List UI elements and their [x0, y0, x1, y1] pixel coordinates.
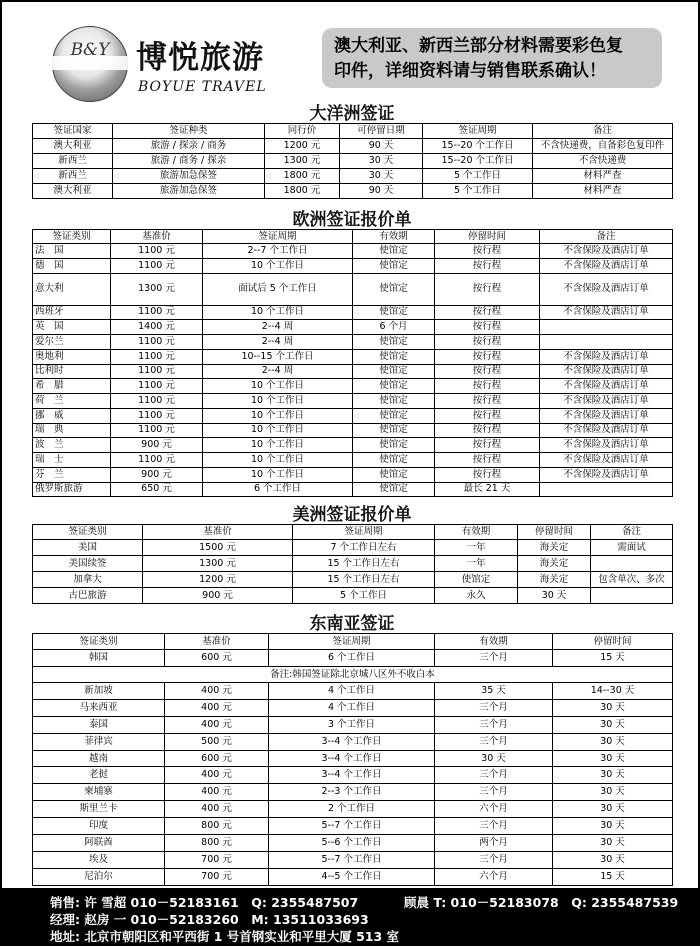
cell: 2--3 个工作日	[269, 784, 435, 801]
cell: 按行程	[435, 273, 540, 305]
cell	[540, 320, 673, 335]
europe-row	[33, 364, 673, 379]
cell: 15--20 个工作日	[423, 154, 533, 169]
asia-row	[33, 851, 673, 868]
europe-row	[33, 423, 673, 438]
notice-line-1: 澳大利亚、新西兰部分材料需要彩色复	[334, 36, 623, 56]
cell: 6 个工作日	[203, 482, 353, 497]
cell: 按行程	[435, 453, 540, 468]
cell: 4--5 个工作日	[269, 868, 435, 885]
cell: 1100 元	[111, 408, 203, 423]
cell: 不含保险及酒店订单	[540, 453, 673, 468]
cell: 包含单次、多次	[591, 572, 673, 588]
cell: 签证类别	[33, 634, 165, 650]
cell: 有效期	[435, 634, 553, 650]
cell: 30 天	[553, 818, 673, 835]
asia-row	[33, 716, 673, 733]
cell: 按行程	[435, 423, 540, 438]
oceania-row	[33, 154, 673, 169]
cell: 同行价	[265, 124, 340, 139]
cell: 按行程	[435, 408, 540, 423]
cell: 1800 元	[265, 169, 340, 184]
cell: 不含保险及酒店订单	[540, 305, 673, 320]
cell: 一年	[435, 540, 518, 556]
cell: 不含保险及酒店订单	[540, 467, 673, 482]
cell: 海关定	[518, 540, 591, 556]
cell: 备注	[533, 124, 673, 139]
asia-row	[33, 750, 673, 767]
cell: 10 个工作日	[203, 305, 353, 320]
cell: 柬埔寨	[33, 784, 165, 801]
cell: 500 元	[165, 733, 269, 750]
cell: 签证类别	[33, 230, 111, 244]
cell: 800 元	[165, 835, 269, 852]
cell: 使馆定	[353, 335, 435, 350]
office-address: 地址: 北京市朝阳区和平西街 1 号首钢实业和平里大厦 513 室	[50, 929, 400, 944]
cell: 两个月	[435, 835, 553, 852]
europe-row	[33, 482, 673, 497]
cell: 35 天	[435, 683, 553, 700]
europe-table	[32, 229, 673, 497]
cell: 30 天	[553, 835, 673, 852]
cell: 90 天	[340, 139, 423, 154]
cell: 1300 元	[265, 154, 340, 169]
cell: 15 个工作日左右	[293, 572, 435, 588]
asia-header-row	[33, 634, 673, 650]
cell: 意大利	[33, 273, 111, 305]
oceania-title: 大洋洲签证	[309, 104, 395, 124]
cell: 10 个工作日	[203, 438, 353, 453]
cell: 30 天	[518, 588, 591, 604]
america-row	[33, 588, 673, 604]
cell: 650 元	[111, 482, 203, 497]
cell: 不含保险及酒店订单	[540, 379, 673, 394]
cell: 英 国	[33, 320, 111, 335]
cell: 使馆定	[353, 408, 435, 423]
cell: 10 个工作日	[203, 394, 353, 409]
europe-row	[33, 320, 673, 335]
cell: 按行程	[435, 335, 540, 350]
cell: 10 个工作日	[203, 258, 353, 273]
asia-row-korea	[33, 650, 673, 667]
cell: 荷 兰	[33, 394, 111, 409]
cell: 有效期	[435, 525, 518, 540]
cell: 美国续签	[33, 556, 143, 572]
cell: 30 天	[553, 699, 673, 716]
cell: 700 元	[165, 868, 269, 885]
america-row	[33, 540, 673, 556]
cell: 瑞 典	[33, 423, 111, 438]
cell: 5 个工作日	[423, 184, 533, 199]
cell: 尼泊尔	[33, 868, 165, 885]
cell: 新西兰	[33, 154, 113, 169]
cell: 5 个工作日	[423, 169, 533, 184]
cell: 可停留日期	[340, 124, 423, 139]
cell: 旅游 / 探亲 / 商务	[113, 139, 265, 154]
cell: 奥地利	[33, 349, 111, 364]
cell: 1100 元	[111, 244, 203, 259]
cell: 900 元	[143, 588, 293, 604]
cell: 不含保险及酒店订单	[540, 408, 673, 423]
cell: 1500 元	[143, 540, 293, 556]
cell: 使馆定	[353, 438, 435, 453]
america-row	[33, 556, 673, 572]
cell: 5--7 个工作日	[269, 818, 435, 835]
cell: 签证国家	[33, 124, 113, 139]
cell: 2--4 周	[203, 320, 353, 335]
cell: 不含保险及酒店订单	[540, 244, 673, 259]
cell: 马来西亚	[33, 699, 165, 716]
cell: 4 个工作日	[269, 699, 435, 716]
cell: 不含保险及酒店订单	[540, 394, 673, 409]
cell: 按行程	[435, 438, 540, 453]
cell: 1100 元	[111, 349, 203, 364]
europe-row	[33, 379, 673, 394]
cell: 5 个工作日	[293, 588, 435, 604]
cell: 签证周期	[423, 124, 533, 139]
europe-row	[33, 467, 673, 482]
oceania-row	[33, 184, 673, 199]
cell: 1800 元	[265, 184, 340, 199]
cell: 面试后 5 个工作日	[203, 273, 353, 305]
cell: 材料严查	[533, 184, 673, 199]
cell: 新西兰	[33, 169, 113, 184]
asia-table	[32, 633, 673, 886]
color-copy-notice	[322, 28, 662, 88]
cell: 5--7 个工作日	[269, 851, 435, 868]
cell: 三个月	[435, 784, 553, 801]
cell: 使馆定	[353, 453, 435, 468]
cell: 15 个工作日左右	[293, 556, 435, 572]
cell: 不含保险及酒店订单	[540, 423, 673, 438]
cell	[591, 556, 673, 572]
asia-row	[33, 868, 673, 885]
cell: 3--4 个工作日	[269, 767, 435, 784]
cell: 700 元	[165, 851, 269, 868]
europe-row	[33, 273, 673, 305]
cell: 不含保险及酒店订单	[540, 258, 673, 273]
cell: 3 个工作日	[269, 716, 435, 733]
cell: 六个月	[435, 868, 553, 885]
cell: 400 元	[165, 801, 269, 818]
cell: 按行程	[435, 244, 540, 259]
cell: 印度	[33, 818, 165, 835]
cell: 使馆定	[353, 379, 435, 394]
cell: 德 国	[33, 258, 111, 273]
cell: 1100 元	[111, 394, 203, 409]
cell: 不含保险及酒店订单	[540, 364, 673, 379]
cell: 1100 元	[111, 453, 203, 468]
cell: 古巴旅游	[33, 588, 143, 604]
america-header-row	[33, 525, 673, 540]
contact-footer	[0, 890, 700, 946]
cell: 签证种类	[113, 124, 265, 139]
cell: 停留时间	[435, 230, 540, 244]
korea-note-row	[33, 667, 673, 683]
cell: 澳大利亚	[33, 139, 113, 154]
cell: 老挝	[33, 767, 165, 784]
cell: 埃及	[33, 851, 165, 868]
cell: 1100 元	[111, 305, 203, 320]
cell: 不含保险及酒店订单	[540, 349, 673, 364]
cell: 西班牙	[33, 305, 111, 320]
cell: 30 天	[553, 716, 673, 733]
cell: 基准价	[165, 634, 269, 650]
cell	[591, 588, 673, 604]
cell: 按行程	[435, 258, 540, 273]
america-table	[32, 524, 673, 604]
cell: 14--30 天	[553, 683, 673, 700]
cell: 不含快递费	[533, 154, 673, 169]
cell: 三个月	[435, 818, 553, 835]
cell: 使馆定	[353, 394, 435, 409]
cell: 最长 21 天	[435, 482, 540, 497]
brand-name-cn: 博悦旅游	[136, 40, 264, 76]
asia-row	[33, 733, 673, 750]
cell: 10 个工作日	[203, 467, 353, 482]
cell: 7 个工作日左右	[293, 540, 435, 556]
cell: 希 腊	[33, 379, 111, 394]
asia-row	[33, 801, 673, 818]
cell: 2--7 个工作日	[203, 244, 353, 259]
asia-row	[33, 683, 673, 700]
cell: 旅游加急保签	[113, 169, 265, 184]
cell: 美国	[33, 540, 143, 556]
europe-row	[33, 258, 673, 273]
cell: 10 个工作日	[203, 453, 353, 468]
cell: 400 元	[165, 683, 269, 700]
cell: 30 天	[340, 169, 423, 184]
notice-line-2: 印件，详细资料请与销售联系确认！	[334, 61, 606, 81]
cell: 停留时间	[518, 525, 591, 540]
cell: 芬 兰	[33, 467, 111, 482]
cell: 瑞 士	[33, 453, 111, 468]
cell: 5--6 个工作日	[269, 835, 435, 852]
cell: 备注	[540, 230, 673, 244]
cell: 600 元	[165, 750, 269, 767]
cell: 30 天	[340, 154, 423, 169]
cell: 备注	[591, 525, 673, 540]
cell: 六个月	[435, 801, 553, 818]
cell: 一年	[435, 556, 518, 572]
header	[2, 2, 700, 98]
cell: 永久	[435, 588, 518, 604]
europe-row	[33, 408, 673, 423]
cell: 澳大利亚	[33, 184, 113, 199]
oceania-row	[33, 139, 673, 154]
manager-contact: 经理: 赵房 一 010－52183260 M: 13511033693	[50, 912, 369, 927]
cell: 2 个工作日	[269, 801, 435, 818]
korea-note: 备注:韩国签证除北京城八区外不收白本	[33, 667, 673, 683]
cell: 按行程	[435, 379, 540, 394]
cell: 阿联酋	[33, 835, 165, 852]
cell: 1100 元	[111, 258, 203, 273]
cell: 泰国	[33, 716, 165, 733]
cell: 15 天	[553, 868, 673, 885]
cell: 韩国	[33, 650, 165, 667]
cell: 停留时间	[553, 634, 673, 650]
cell: 挪 威	[33, 408, 111, 423]
cell: 波 兰	[33, 438, 111, 453]
cell: 使馆定	[353, 423, 435, 438]
cell: 按行程	[435, 349, 540, 364]
asia-row	[33, 699, 673, 716]
cell: 800 元	[165, 818, 269, 835]
cell: 比利时	[33, 364, 111, 379]
cell: 1100 元	[111, 364, 203, 379]
cell: 30 天	[553, 733, 673, 750]
asia-row	[33, 818, 673, 835]
cell: 400 元	[165, 699, 269, 716]
cell: 6 个月	[353, 320, 435, 335]
cell: 爱尔兰	[33, 335, 111, 350]
cell: 1100 元	[111, 335, 203, 350]
europe-row	[33, 305, 673, 320]
cell: 三个月	[435, 851, 553, 868]
cell: 菲律宾	[33, 733, 165, 750]
cell: 30 天	[553, 767, 673, 784]
cell: 材料严查	[533, 169, 673, 184]
cell: 1300 元	[143, 556, 293, 572]
cell: 3--4 个工作日	[269, 733, 435, 750]
cell: 10 个工作日	[203, 423, 353, 438]
cell: 旅游 / 商务 / 探亲	[113, 154, 265, 169]
cell: 30 天	[553, 851, 673, 868]
oceania-row	[33, 169, 673, 184]
cell: 签证周期	[269, 634, 435, 650]
cell: 600 元	[165, 650, 269, 667]
cell: 有效期	[353, 230, 435, 244]
asia-row	[33, 767, 673, 784]
cell: 使馆定	[353, 244, 435, 259]
cell: 使馆定	[353, 349, 435, 364]
cell: 加拿大	[33, 572, 143, 588]
cell: 10 个工作日	[203, 379, 353, 394]
cell: 1100 元	[111, 379, 203, 394]
europe-row	[33, 453, 673, 468]
cell: 需面试	[591, 540, 673, 556]
asia-title: 东南亚签证	[309, 614, 395, 634]
cell: 10--15 个工作日	[203, 349, 353, 364]
logo-text: B&Y	[70, 40, 110, 60]
cell: 按行程	[435, 320, 540, 335]
cell: 新加坡	[33, 683, 165, 700]
cell: 使馆定	[353, 482, 435, 497]
europe-row	[33, 244, 673, 259]
cell: 400 元	[165, 767, 269, 784]
oceania-header-row	[33, 124, 673, 139]
advisor-contact: 顾晨 T: 010－52183078 Q: 2355487539	[404, 895, 679, 910]
cell: 30 天	[553, 801, 673, 818]
cell: 6 个工作日	[269, 650, 435, 667]
cell: 1300 元	[111, 273, 203, 305]
cell: 海关定	[518, 556, 591, 572]
cell: 三个月	[435, 699, 553, 716]
cell: 旅游加急保签	[113, 184, 265, 199]
cell: 400 元	[165, 784, 269, 801]
america-title: 美洲签证报价单	[292, 505, 412, 525]
cell: 使馆定	[353, 258, 435, 273]
cell: 使馆定	[353, 364, 435, 379]
cell: 俄罗斯旅游	[33, 482, 111, 497]
brand-name-en: BOYUE TRAVEL	[138, 79, 267, 95]
europe-header-row	[33, 230, 673, 244]
cell: 30 天	[553, 784, 673, 801]
cell: 海关定	[518, 572, 591, 588]
cell: 斯里兰卡	[33, 801, 165, 818]
asia-row	[33, 835, 673, 852]
cell: 签证周期	[203, 230, 353, 244]
america-row	[33, 572, 673, 588]
cell: 使馆定	[353, 467, 435, 482]
asia-row	[33, 784, 673, 801]
cell: 30 天	[435, 750, 553, 767]
cell: 按行程	[435, 305, 540, 320]
cell: 不含保险及酒店订单	[540, 273, 673, 305]
cell: 使馆定	[435, 572, 518, 588]
cell: 4 个工作日	[269, 683, 435, 700]
cell	[540, 482, 673, 497]
europe-row	[33, 394, 673, 409]
cell: 1200 元	[143, 572, 293, 588]
cell: 三个月	[435, 733, 553, 750]
cell: 三个月	[435, 650, 553, 667]
oceania-table	[32, 123, 673, 199]
cell: 2--4 周	[203, 335, 353, 350]
cell: 15--20 个工作日	[423, 139, 533, 154]
cell: 3--4 个工作日	[269, 750, 435, 767]
cell: 按行程	[435, 394, 540, 409]
cell: 1200 元	[265, 139, 340, 154]
cell: 基准价	[143, 525, 293, 540]
cell: 基准价	[111, 230, 203, 244]
cell: 按行程	[435, 364, 540, 379]
cell: 越南	[33, 750, 165, 767]
cell: 15 天	[553, 650, 673, 667]
cell: 法 国	[33, 244, 111, 259]
europe-row	[33, 438, 673, 453]
cell: 1100 元	[111, 423, 203, 438]
europe-row	[33, 349, 673, 364]
cell: 2--4 周	[203, 364, 353, 379]
cell: 按行程	[435, 467, 540, 482]
cell: 30 天	[553, 750, 673, 767]
cell: 不含快递费，自备彩色复印件	[533, 139, 673, 154]
cell: 不含保险及酒店订单	[540, 438, 673, 453]
cell: 400 元	[165, 716, 269, 733]
cell: 1400 元	[111, 320, 203, 335]
europe-title: 欧洲签证报价单	[292, 210, 412, 230]
europe-row	[33, 335, 673, 350]
cell: 签证周期	[293, 525, 435, 540]
cell: 三个月	[435, 767, 553, 784]
cell	[540, 335, 673, 350]
cell: 90 天	[340, 184, 423, 199]
cell: 10 个工作日	[203, 408, 353, 423]
cell: 三个月	[435, 716, 553, 733]
cell: 使馆定	[353, 305, 435, 320]
sales-contact: 销售: 许 雪超 010－52183161 Q: 2355487507	[50, 895, 359, 910]
cell: 900 元	[111, 467, 203, 482]
cell: 使馆定	[353, 273, 435, 305]
cell: 900 元	[111, 438, 203, 453]
cell: 签证类别	[33, 525, 143, 540]
